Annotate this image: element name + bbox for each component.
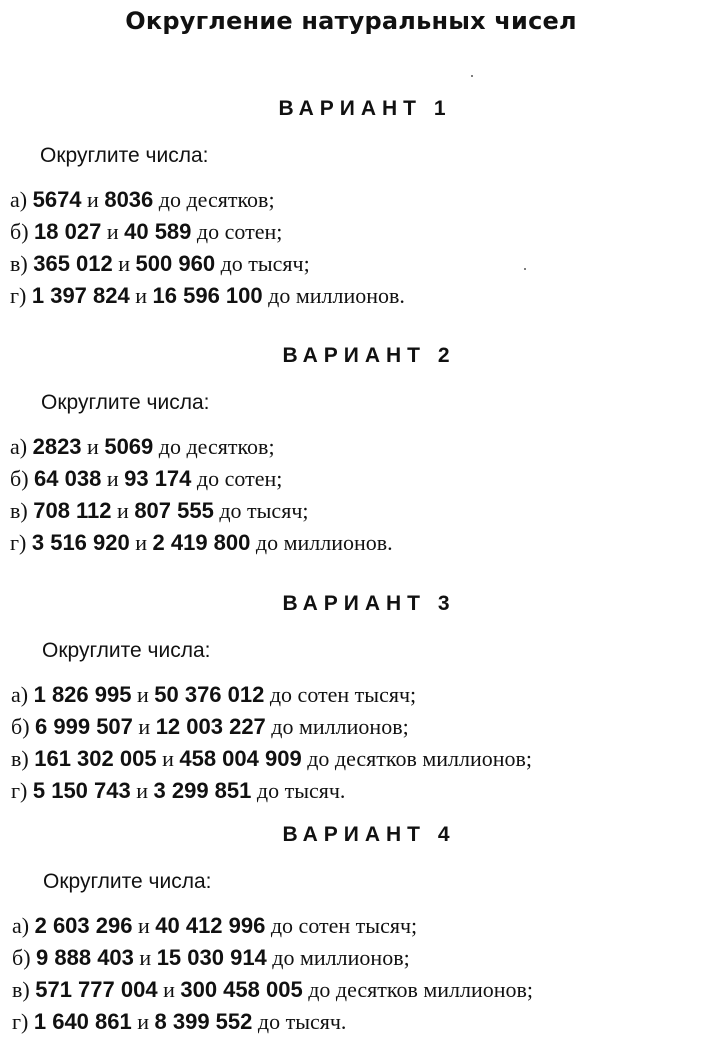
task-number-second: 40 412 996 (155, 913, 266, 938)
task-number-first: 1 640 861 (33, 1009, 132, 1034)
task-conjunction: и (135, 283, 148, 308)
task-number-first: 365 012 (33, 251, 113, 276)
task-number-second: 807 555 (134, 498, 214, 523)
task-number-second: 458 004 909 (179, 746, 302, 771)
task-number-first: 2 603 296 (34, 913, 133, 938)
task-number-second: 500 960 (135, 251, 216, 276)
task-number-first: 571 777 004 (35, 977, 158, 1002)
task-conjunction: и (137, 1009, 150, 1034)
task-item (10, 248, 405, 280)
task-conjunction: и (117, 498, 129, 523)
task-number-second: 50 376 012 (154, 682, 265, 707)
task-item (10, 280, 405, 312)
task-number-first: 5674 (32, 187, 82, 212)
task-letter: а) (10, 187, 28, 212)
task-number-second: 12 003 227 (155, 714, 266, 739)
instruction-text: Округлите числа: (42, 639, 211, 662)
task-conjunction: и (87, 434, 99, 459)
task-number-second: 93 174 (124, 466, 192, 491)
task-conjunction: и (137, 913, 150, 938)
task-rounding-target: до сотен; (196, 219, 283, 244)
task-item (11, 743, 532, 775)
task-letter: б) (11, 714, 30, 739)
task-rounding-target: до тысяч; (220, 251, 310, 276)
task-letter: б) (12, 945, 31, 970)
task-number-first: 6 999 507 (35, 714, 133, 739)
task-number-first: 1 397 824 (31, 283, 130, 308)
task-list (11, 679, 532, 807)
instruction-text: Округлите числа: (41, 391, 210, 414)
task-rounding-target: до миллионов. (268, 283, 405, 308)
variant-heading: ВАРИАНТ 3 (282, 592, 456, 615)
task-number-first: 64 038 (34, 466, 102, 491)
task-rounding-target: до миллионов; (272, 945, 410, 970)
task-rounding-target: до миллионов. (255, 530, 393, 555)
task-number-first: 1 826 995 (33, 682, 132, 707)
task-number-first: 3 516 920 (31, 530, 130, 555)
task-conjunction: и (138, 714, 151, 739)
task-letter: в) (10, 251, 28, 276)
scan-speck (524, 268, 526, 270)
task-number-first: 161 302 005 (34, 746, 157, 771)
task-number-second: 5069 (104, 434, 154, 459)
variant-heading: ВАРИАНТ 1 (278, 97, 452, 120)
task-list (12, 910, 533, 1038)
task-number-second: 16 596 100 (152, 283, 263, 308)
task-number-second: 40 589 (124, 219, 192, 244)
task-item (10, 431, 393, 463)
task-letter: в) (10, 498, 28, 523)
task-number-second: 300 458 005 (180, 977, 303, 1002)
task-letter: б) (10, 219, 29, 244)
task-list (10, 184, 405, 312)
instruction-text: Округлите числа: (43, 870, 212, 893)
task-letter: б) (10, 466, 29, 491)
task-conjunction: и (118, 251, 131, 276)
task-rounding-target: до сотен; (196, 466, 283, 491)
task-letter: г) (12, 1009, 29, 1034)
instruction-text: Округлите числа: (40, 144, 209, 167)
task-rounding-target: до миллионов; (271, 714, 409, 739)
task-rounding-target: до десятков; (158, 434, 275, 459)
task-rounding-target: до сотен тысяч; (269, 682, 417, 707)
task-conjunction: и (139, 945, 152, 970)
task-conjunction: и (136, 778, 149, 803)
page-title: Округление натуральных чисел (125, 7, 577, 35)
task-number-first: 9 888 403 (36, 945, 134, 970)
task-list (10, 431, 393, 559)
task-letter: г) (10, 530, 27, 555)
task-letter: а) (11, 682, 29, 707)
task-number-second: 2 419 800 (152, 530, 251, 555)
task-item (10, 527, 393, 559)
task-letter: в) (12, 977, 30, 1002)
task-number-first: 5 150 743 (32, 778, 131, 803)
task-letter: а) (10, 434, 28, 459)
variant-heading: ВАРИАНТ 4 (282, 823, 456, 846)
task-rounding-target: до тысяч; (219, 498, 309, 523)
task-letter: г) (11, 778, 28, 803)
task-number-second: 8 399 552 (154, 1009, 253, 1034)
scan-speck (471, 75, 473, 77)
task-rounding-target: до сотен тысяч; (270, 913, 418, 938)
task-item (10, 184, 405, 216)
task-item (11, 711, 532, 743)
task-number-second: 8036 (104, 187, 154, 212)
task-letter: г) (10, 283, 27, 308)
task-rounding-target: до десятков миллионов; (307, 746, 533, 771)
task-conjunction: и (135, 530, 148, 555)
task-rounding-target: до тысяч. (256, 778, 346, 803)
task-conjunction: и (163, 977, 175, 1002)
task-item (11, 775, 532, 807)
task-number-second: 15 030 914 (156, 945, 267, 970)
task-conjunction: и (136, 682, 149, 707)
task-number-first: 2823 (32, 434, 82, 459)
task-item (10, 495, 393, 527)
task-item (10, 216, 405, 248)
task-item (11, 679, 532, 711)
task-conjunction: и (106, 219, 119, 244)
task-rounding-target: до тысяч. (257, 1009, 347, 1034)
task-item (10, 463, 393, 495)
task-item (12, 1006, 533, 1038)
variant-heading: ВАРИАНТ 2 (282, 344, 456, 367)
task-number-first: 708 112 (33, 498, 112, 523)
task-item (12, 910, 533, 942)
task-rounding-target: до десятков; (158, 187, 275, 212)
task-conjunction: и (162, 746, 174, 771)
task-letter: а) (12, 913, 30, 938)
task-letter: в) (11, 746, 29, 771)
task-conjunction: и (106, 466, 119, 491)
task-number-second: 3 299 851 (153, 778, 252, 803)
task-item (12, 974, 533, 1006)
task-number-first: 18 027 (34, 219, 102, 244)
task-conjunction: и (87, 187, 99, 212)
task-item (12, 942, 533, 974)
task-rounding-target: до десятков миллионов; (308, 977, 534, 1002)
